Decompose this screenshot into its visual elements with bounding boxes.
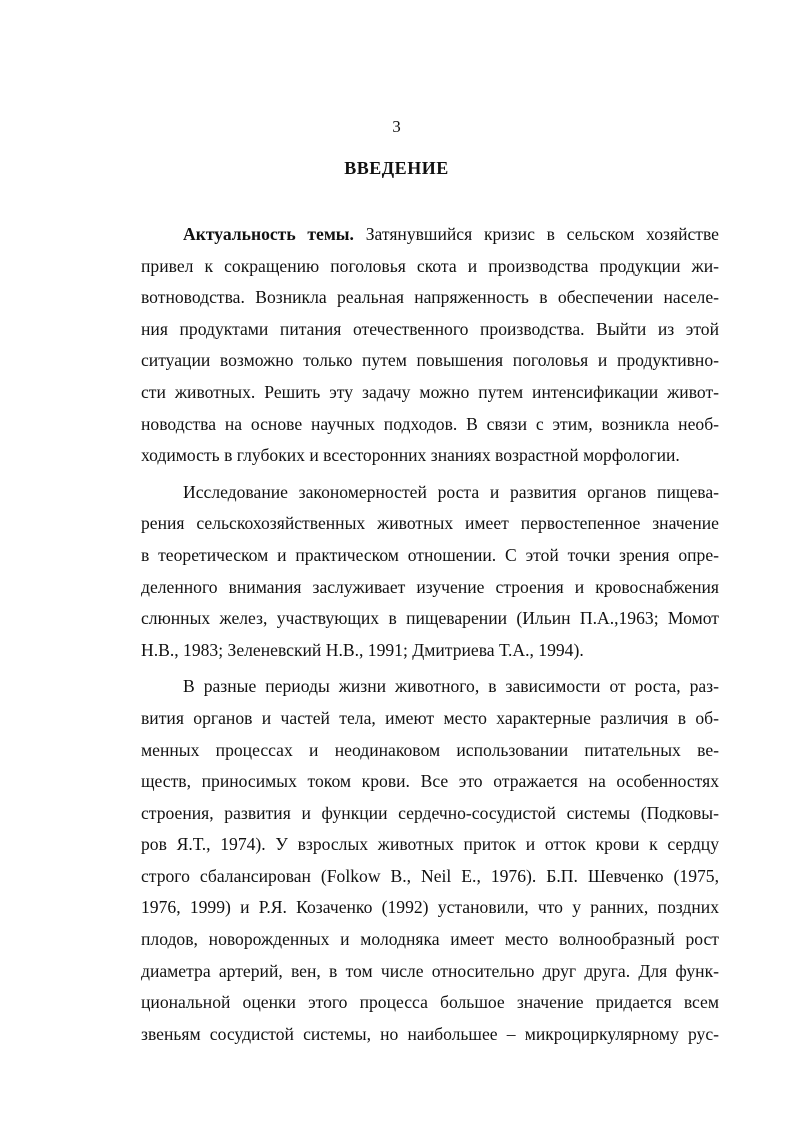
paragraph-line: диаметра артерий, вен, в том числе относительно друг друга. Для функ- [141, 960, 719, 981]
paragraph-line: звеньям сосудистой системы, но наибольшее – микроциркулярному рус- [141, 1023, 719, 1044]
paragraph-line: циональной оценки этого процесса большое значение придается всем [141, 992, 719, 1013]
paragraph-line: привел к сокращению поголовья скота и производства продукции жи- [141, 255, 719, 276]
paragraph-line: деленного внимания заслуживает изучение строения и кровоснабжения [141, 576, 719, 597]
paragraph-digestive-organs [141, 477, 719, 667]
paragraph-line: ния продуктами питания отечественного производства. Выйти из этой [141, 318, 719, 339]
paragraph-line: Н.В., 1983; Зеленевский Н.В., 1991; Дмитриева Т.А., 1994). [141, 639, 584, 660]
paragraph-life-periods [141, 671, 719, 1050]
paragraph-line: вотноводства. Возникла реальная напряженность в обеспечении населе- [141, 287, 719, 308]
paragraph-line: менных процессах и неодинаковом использовании питательных ве- [141, 739, 719, 760]
paragraph-line: Исследование закономерностей роста и развития органов пищева- [183, 481, 719, 502]
relevance-lead: Актуальность темы. [183, 224, 354, 244]
paragraph-line: ществ, приносимых током крови. Все это отражается на особенностях [141, 771, 719, 792]
paragraph-line: новодства на основе научных подходов. В связи с этим, возникла необ- [141, 413, 719, 434]
paragraph-line: вития органов и частей тела, имеют место характерные различия в об- [141, 707, 719, 728]
paragraph-line: в теоретическом и практическом отношении. С этой точки зрения опре- [141, 544, 719, 565]
paragraph-line: ров Я.Т., 1974). У взрослых животных приток и отток крови к сердцу [141, 834, 719, 855]
section-title: ВВЕДЕНИЕ [344, 158, 449, 178]
paragraph-line: ходимость в глубоких и всесторонних знаниях возрастной морфологии. [141, 445, 680, 466]
paragraph-line: 1976, 1999) и Р.Я. Козаченко (1992) установили, что у ранних, поздних [141, 897, 719, 918]
paragraph-line: сти животных. Решить эту задачу можно путем интенсификации живот- [141, 381, 719, 402]
paragraph-line: рения сельскохозяйственных животных имеет первостепенное значение [141, 513, 719, 534]
paragraph-line: ситуации возможно только путем повышения поголовья и продуктивно- [141, 350, 719, 371]
paragraph-relevance [141, 219, 719, 472]
paragraph-line: строго сбалансирован (Folkow B., Neil E., 1976). Б.П. Шевченко (1975, [141, 865, 719, 886]
document-body [141, 219, 719, 1050]
paragraph-line [141, 219, 719, 251]
paragraph-line: строения, развития и функции сердечно-сосудистой системы (Подковы- [141, 802, 719, 823]
page-number: 3 [392, 117, 401, 136]
line-text: Затянувшийся кризис в сельском хозяйстве [353, 224, 719, 244]
paragraph-line: В разные периоды жизни животного, в зависимости от роста, раз- [183, 676, 719, 697]
paragraph-line: слюнных желез, участвующих в пищеварении (Ильин П.А.,1963; Момот [141, 608, 719, 629]
paragraph-line: плодов, новорожденных и молодняка имеет место волнообразный рост [141, 929, 719, 950]
